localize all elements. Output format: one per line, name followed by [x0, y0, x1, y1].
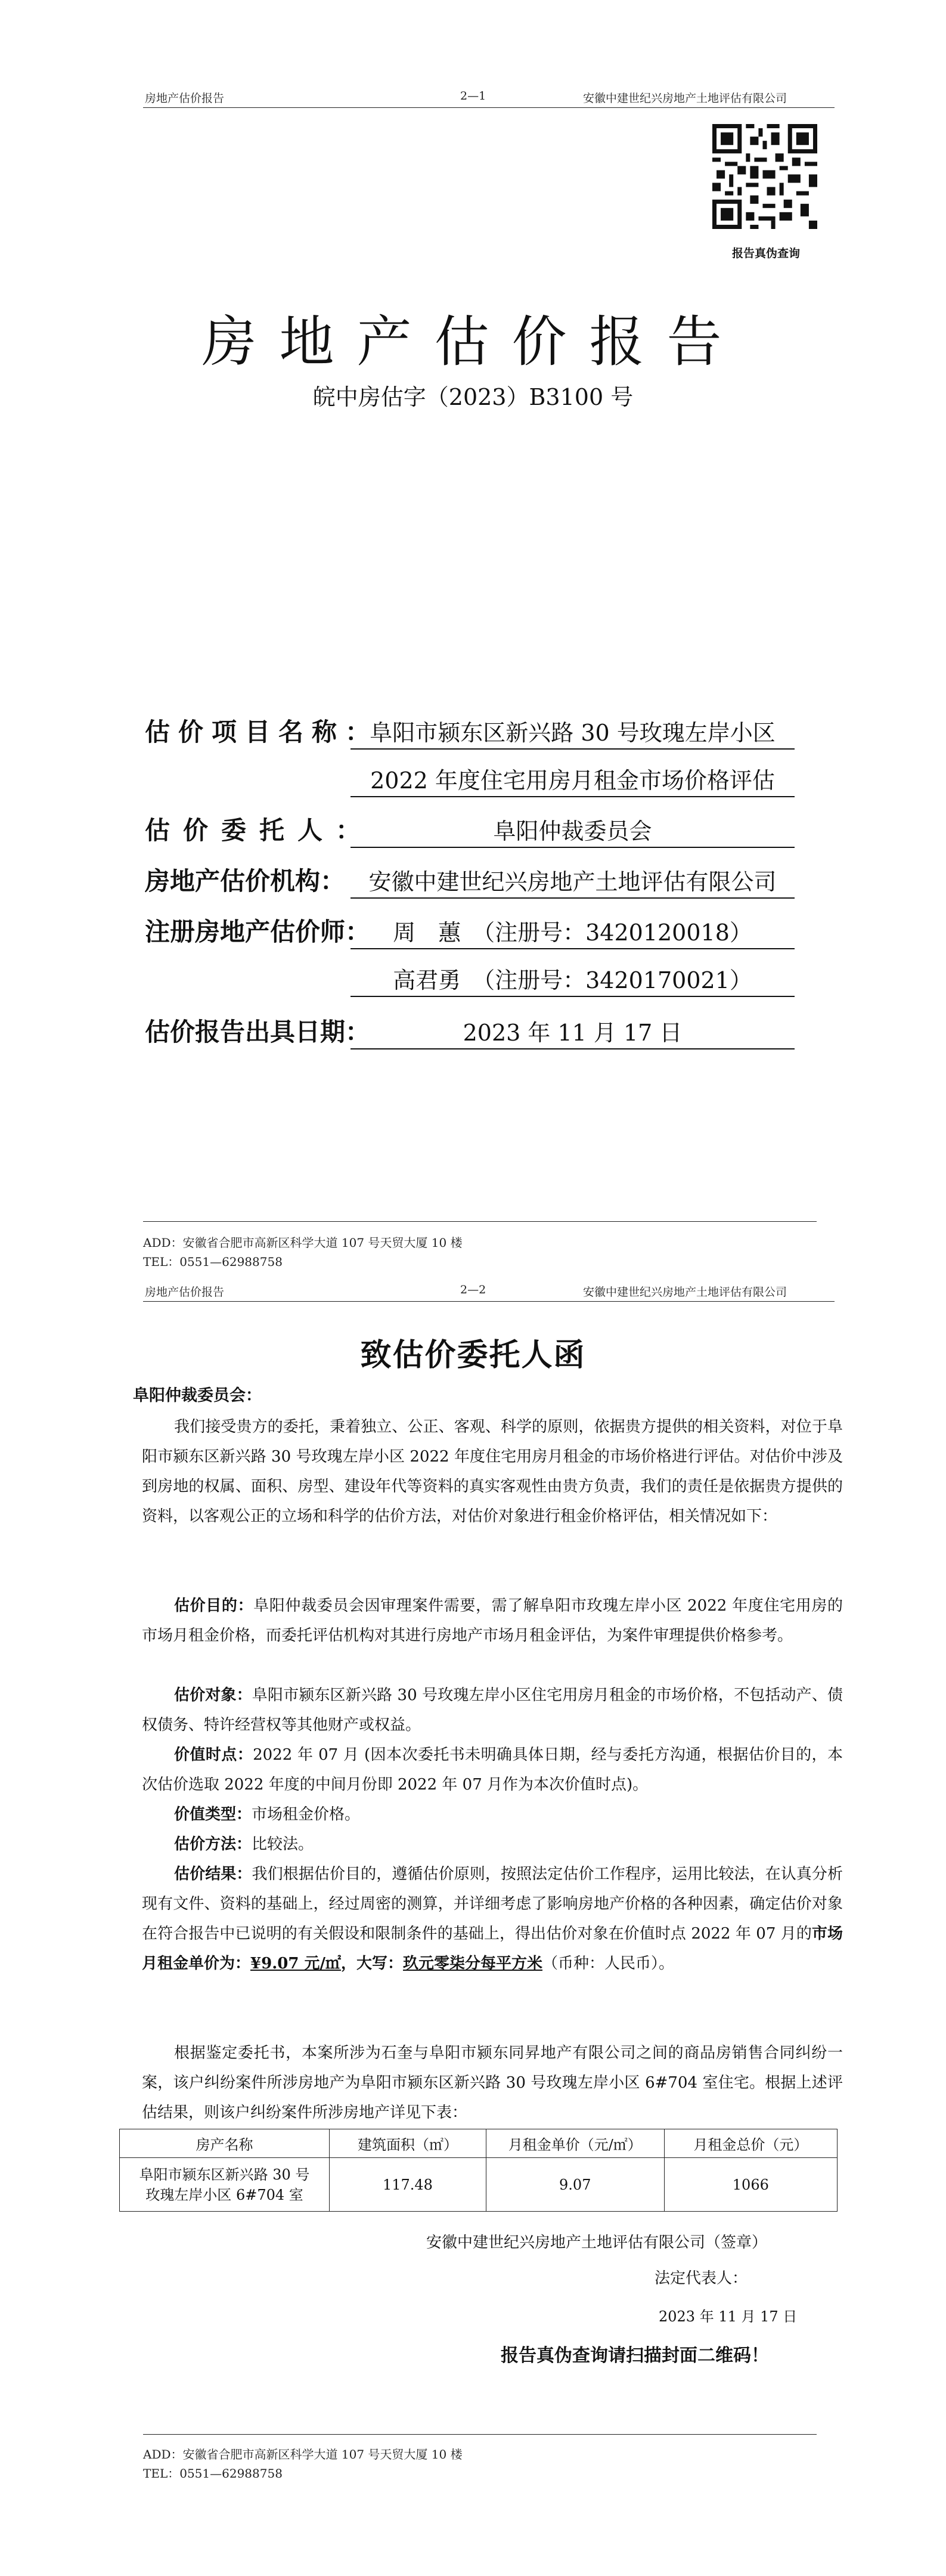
appraiser-1: 周 蕙 （注册号：3420120018） [351, 914, 795, 949]
table-row [120, 2158, 838, 2212]
header-left: 房地产估价报告 [145, 1286, 225, 1299]
table-header-cell: 建筑面积（㎡） [330, 2129, 486, 2158]
legal-representative: 法定代表人： [655, 2270, 748, 2287]
table-header-cell: 月租金单价（元/㎡） [486, 2129, 664, 2158]
table-cell-area: 117.48 [330, 2158, 486, 2212]
table-header-cell: 月租金总价（元） [664, 2129, 837, 2158]
property-name-line1: 阜阳市颍东区新兴路 30 号 [139, 2166, 310, 2183]
appraiser-label: 注册房地产估价师： [145, 917, 371, 946]
value-date-label: 价值时点： [174, 1746, 253, 1764]
report-title: 房地产估价报告 [201, 310, 745, 374]
result-text: 我们根据估价目的，遵循估价原则，按照法定估价工作程序，运用比较法，在认真分析现有文件、资料的基础上，经过周密的测算，并详细考虑了影响房地产价格的各种因素，确定估价对象在符合报告中已说明的有关假设和限制条件的基础上，得出估价对象在价值时点 2022 年 07 月的 [142, 1865, 843, 1943]
signature-date: 2023 年 11 月 17 日 [659, 2308, 798, 2325]
value-date-paragraph [142, 1740, 843, 1800]
object-label: 估价对象： [174, 1686, 252, 1704]
footer-rule [143, 2434, 817, 2435]
intro-paragraph: 我们接受贵方的委托，秉着独立、公正、客观、科学的原则，依据贵方提供的相关资料，对位于阜阳市颍东区新兴路 30 号玫瑰左岸小区 2022 年度住宅用房月租金的市场价格进行评估。对估价中涉及到房地的权属、面积、房型、建设年代等资料的真实客观性由贵方负责，我们的责任是依据贵方提供的资料，以客观公正的立场和科学的估价方法，对估价对象进行租金价格评估，相关情况如下： [142, 1418, 843, 1525]
purpose-label: 估价目的： [174, 1597, 254, 1615]
header-rule [143, 1301, 835, 1302]
result-unit-price: ¥9.07 元/㎡ [250, 1955, 341, 1973]
result-table [119, 2129, 838, 2212]
header-left: 房地产估价报告 [145, 92, 225, 105]
footer-tel: TEL：0551—62988758 [143, 2466, 283, 2481]
purpose-paragraph [142, 1591, 843, 1651]
client-label: 估价委托人： [145, 816, 374, 845]
method-label: 估价方法： [174, 1835, 252, 1853]
table-header-row [120, 2129, 838, 2158]
result-label: 估价结果： [174, 1865, 252, 1883]
header-page-number: 2—1 [460, 89, 486, 103]
result-upper-label: ，大写： [340, 1955, 403, 1973]
project-name-value-line2: 2022 年度住宅用房月租金市场价格评估 [351, 762, 795, 797]
project-name-value-line1: 阜阳市颍东区新兴路 30 号玫瑰左岸小区 [351, 714, 795, 750]
qr-code[interactable] [712, 124, 817, 231]
method-text: 比较法。 [252, 1835, 314, 1853]
agency-value: 安徽中建世纪兴房地产土地评估有限公司 [351, 863, 795, 899]
qr-caption: 报告真伪查询 [731, 247, 800, 260]
object-paragraph [142, 1680, 843, 1740]
header-rule [143, 107, 835, 108]
header-right: 安徽中建世纪兴房地产土地评估有限公司 [583, 1286, 787, 1299]
table-header-cell: 房产名称 [120, 2129, 330, 2158]
value-type-text: 市场租金价格。 [252, 1806, 361, 1823]
object-text: 阜阳市颍东区新兴路 30 号玫瑰左岸小区住宅用房月租金的市场价格，不包括动产、债权债务、特许经营权等其他财产或权益。 [142, 1686, 843, 1734]
table-cell-property [120, 2158, 330, 2212]
purpose-text: 阜阳仲裁委员会因审理案件需要，需了解阜阳市玫瑰左岸小区 2022 年度住宅用房的市场月租金价格，而委托评估机构对其进行房地产市场月租金评估，为案件审理提供价格参考。 [142, 1597, 843, 1645]
result-currency: （币种：人民币）。 [542, 1955, 675, 1973]
method-paragraph [142, 1829, 843, 1859]
header-page-number: 2—2 [460, 1283, 486, 1296]
header-right: 安徽中建世纪兴房地产土地评估有限公司 [583, 92, 787, 105]
extra-paragraph: 根据鉴定委托书，本案所涉为石奎与阜阳市颍东同昇地产有限公司之间的商品房销售合同纠纷一案，该户纠纷案件所涉房地产为阜阳市颍东区新兴路 30 号玫瑰左岸小区 6#704 室住宅。根据上述评估结果，则该户纠纷案件所涉房地产详见下表： [142, 2044, 843, 2122]
footer-address: ADD：安徽省合肥市高新区科学大道 107 号天贸大厦 10 楼 [143, 2447, 463, 2462]
appraiser-2: 高君勇 （注册号：3420170021） [351, 962, 795, 997]
verify-note: 报告真伪查询请扫描封面二维码！ [501, 2345, 769, 2366]
letter-title: 致估价委托人函 [360, 1337, 586, 1373]
footer-tel: TEL：0551—62988758 [143, 1255, 283, 1269]
project-name-label: 估价项目名称： [145, 717, 379, 747]
footer-rule [143, 1221, 817, 1222]
table-cell-unit-price: 9.07 [486, 2158, 664, 2212]
value-date-text: 2022 年 07 月 (因本次委托书未明确具体日期，经与委托方沟通，根据估价目的，本次估价选取 2022 年度的中间月份即 2022 年 07 月作为本次价值时点)。 [142, 1746, 843, 1794]
result-upper-amount: 玖元零柒分每平方米 [403, 1955, 543, 1973]
agency-label: 房地产估价机构： [145, 866, 346, 896]
issue-date-value: 2023 年 11 月 17 日 [351, 1014, 795, 1049]
value-type-label: 价值类型： [174, 1806, 252, 1823]
client-value: 阜阳仲裁委员会 [351, 813, 795, 848]
property-name-line2: 玫瑰左岸小区 6#704 室 [145, 2186, 303, 2203]
report-number: 皖中房估字（2023）B3100 号 [312, 384, 634, 410]
result-paragraph [142, 1859, 843, 1979]
table-cell-total: 1066 [664, 2158, 837, 2212]
footer-address: ADD：安徽省合肥市高新区科学大道 107 号天贸大厦 10 楼 [143, 1236, 463, 1250]
company-signature: 安徽中建世纪兴房地产土地评估有限公司（签章） [426, 2234, 768, 2252]
value-type-paragraph [142, 1800, 843, 1829]
result-unit-price-label: 市场月租金单价为： [142, 1925, 843, 1973]
qr-code-icon [712, 124, 817, 229]
salutation: 阜阳仲裁委员会： [133, 1386, 262, 1405]
issue-date-label: 估价报告出具日期： [145, 1017, 371, 1046]
